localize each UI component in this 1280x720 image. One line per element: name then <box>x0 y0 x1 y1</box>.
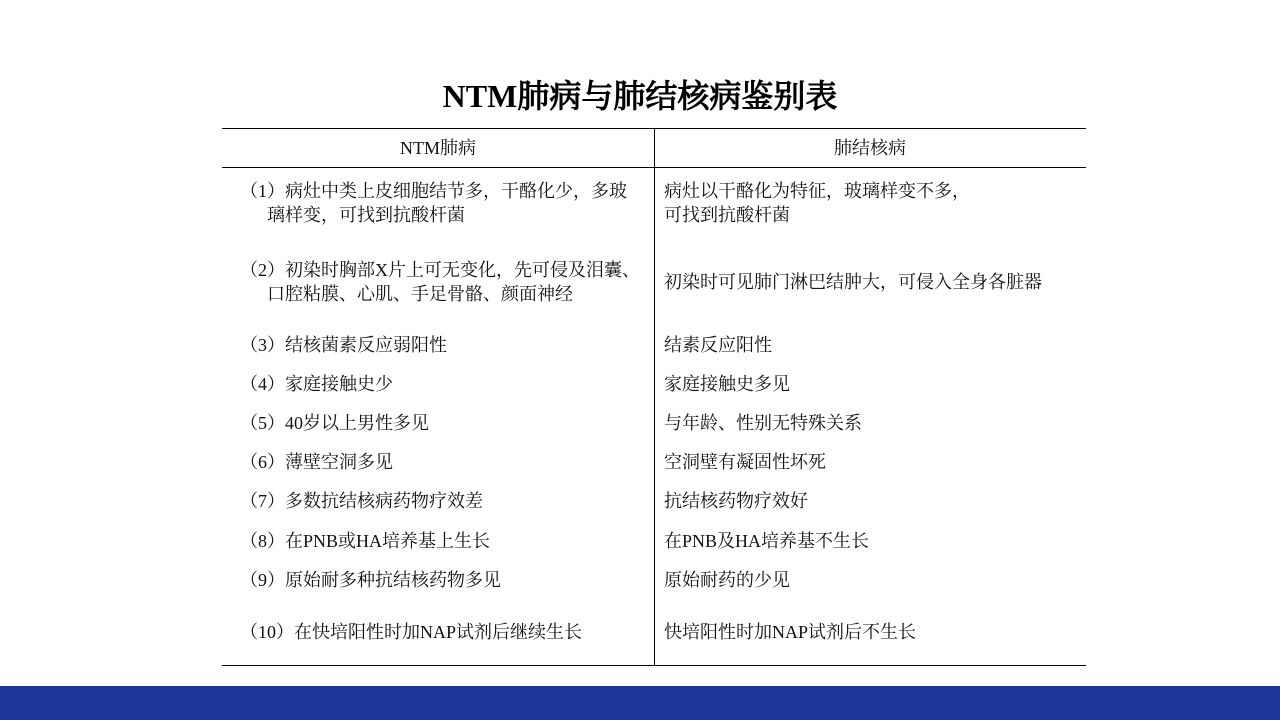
table-header-row <box>222 129 1086 168</box>
tb-cell: 结素反应阳性 <box>664 335 772 355</box>
tb-cell: 家庭接触史多见 <box>664 374 790 394</box>
ntm-line: 口腔粘膜、心肌、手足骨骼、颜面神经 <box>267 284 573 304</box>
tb-line: 可找到抗酸杆菌 <box>664 205 790 225</box>
ntm-cell: （5）40岁以上男性多见 <box>240 413 429 433</box>
tb-cell <box>664 270 1079 294</box>
ntm-line: 璃样变，可找到抗酸杆菌 <box>267 205 465 225</box>
tb-cell <box>664 179 1079 227</box>
tb-cell: 抗结核药物疗效好 <box>664 491 808 511</box>
slide-title: NTM肺病与肺结核病鉴别表 <box>442 78 838 114</box>
ntm-cell: （3）结核菌素反应弱阳性 <box>240 335 447 355</box>
header-ntm: NTM肺病 <box>400 138 476 158</box>
header-tb: 肺结核病 <box>834 138 906 158</box>
ntm-line: （1）病灶中类上皮细胞结节多，干酪化少，多玻 <box>240 181 627 201</box>
ntm-cell <box>240 258 650 306</box>
tb-cell: 快培阳性时加NAP试剂后不生长 <box>664 622 917 642</box>
ntm-cell: （6）薄壁空洞多见 <box>240 452 393 472</box>
column-divider <box>654 129 655 665</box>
tb-cell: 原始耐药的少见 <box>664 570 790 590</box>
ntm-cell <box>240 179 650 227</box>
ntm-line: （2）初染时胸部X片上可无变化，先可侵及泪囊、 <box>240 260 640 280</box>
tb-cell: 空洞壁有凝固性坏死 <box>664 452 826 472</box>
tb-cell: 与年龄、性别无特殊关系 <box>664 413 862 433</box>
ntm-cell: （4）家庭接触史少 <box>240 374 393 394</box>
ntm-cell: （8）在PNB或HA培养基上生长 <box>240 531 491 551</box>
ntm-cell: （7）多数抗结核病药物疗效差 <box>240 491 483 511</box>
tb-line: 病灶以干酪化为特征，玻璃样变不多， <box>664 181 970 201</box>
comparison-table <box>222 128 1086 666</box>
ntm-cell: （10）在快培阳性时加NAP试剂后继续生长 <box>240 622 583 642</box>
tb-line: 初染时可见肺门淋巴结肿大，可侵入全身各脏器 <box>664 272 1042 292</box>
tb-cell: 在PNB及HA培养基不生长 <box>664 531 870 551</box>
footer-band <box>0 686 1280 720</box>
ntm-cell: （9）原始耐多种抗结核药物多见 <box>240 570 501 590</box>
